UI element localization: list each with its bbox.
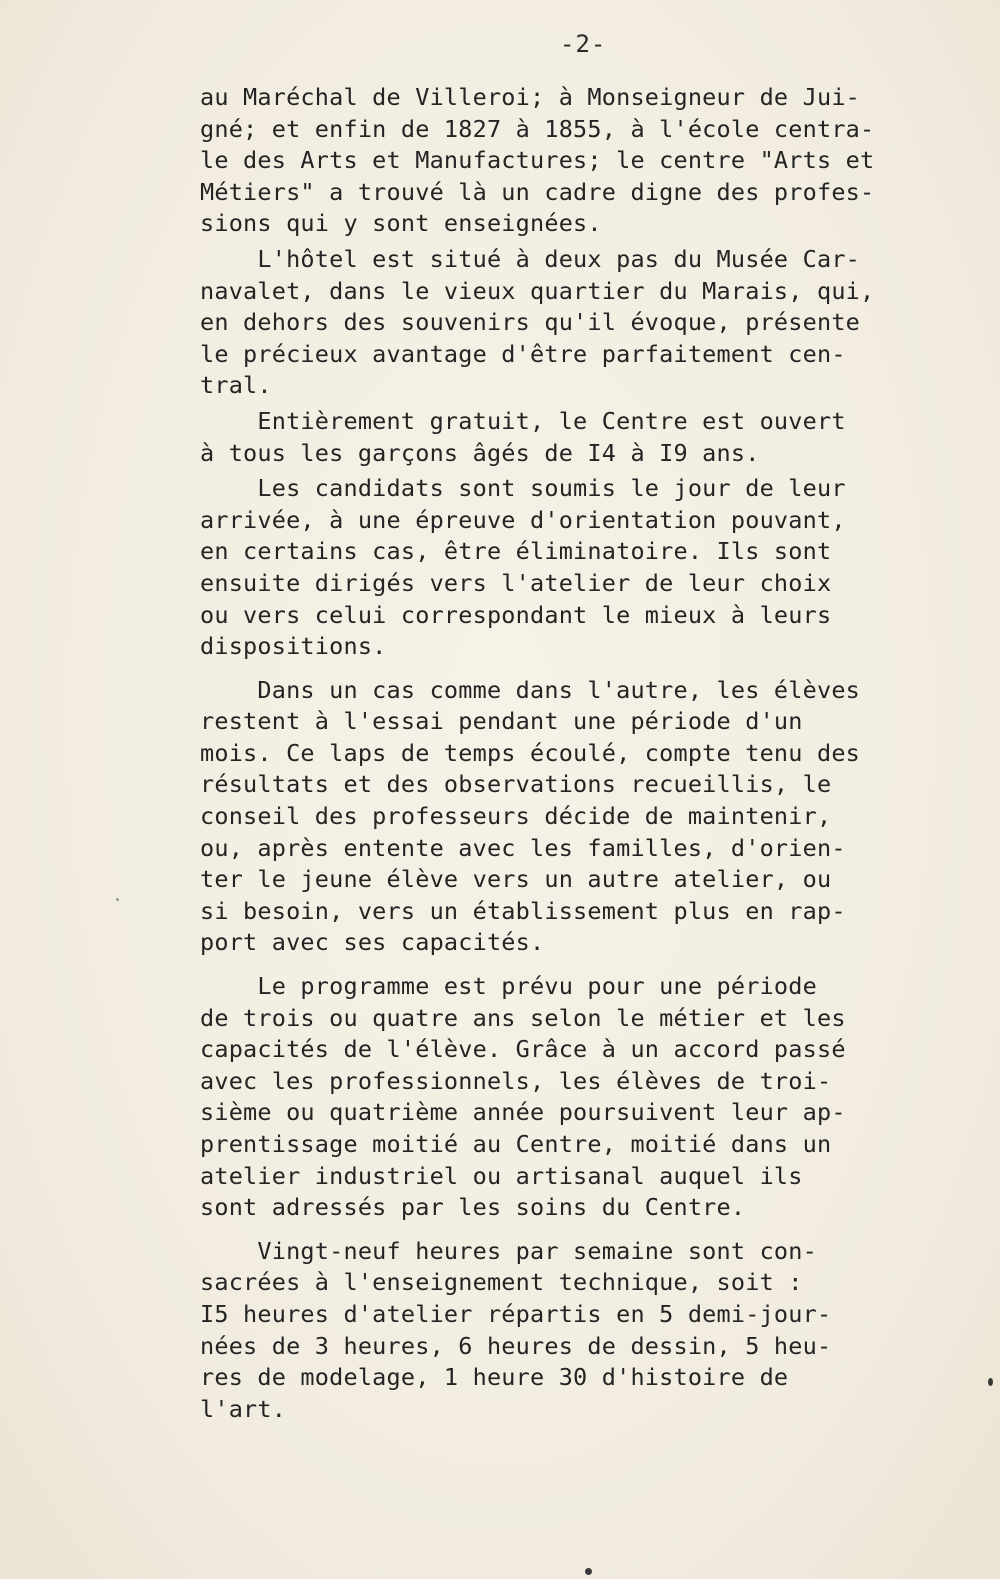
- text-line: port avec ses capacités.: [200, 928, 545, 957]
- text-line: capacités de l'élève. Grâce à un accord passé: [200, 1035, 846, 1064]
- text-line: Le programme est prévu pour une période: [200, 972, 817, 1001]
- text-line: résultats et des observations recueillis, le: [200, 770, 832, 799]
- text-line: l'art.: [200, 1394, 287, 1423]
- text-line: sont adressés par les soins du Centre.: [200, 1193, 746, 1222]
- text-line: le des Arts et Manufactures; le centre "Arts et: [200, 146, 875, 175]
- text-line: Dans un cas comme dans l'autre, les élèves: [200, 675, 861, 704]
- text-line: atelier industriel ou artisanal auquel ils: [200, 1161, 803, 1190]
- text-line: gné; et enfin de 1827 à 1855, à l'école centra-: [200, 114, 875, 143]
- text-line: conseil des professeurs décide de maintenir,: [200, 802, 832, 831]
- text-line: en dehors des souvenirs qu'il évoque, présente: [200, 308, 861, 337]
- text-line: à tous les garçons âgés de I4 à I9 ans.: [200, 438, 760, 467]
- text-line: en certains cas, être éliminatoire. Ils sont: [200, 537, 832, 566]
- text-line: arrivée, à une épreuve d'orientation pouvant,: [200, 505, 846, 534]
- text-line: le précieux avantage d'être parfaitement cen-: [200, 339, 846, 368]
- text-line: prentissage moitié au Centre, moitié dans un: [200, 1130, 832, 1158]
- paragraph: [200, 971, 970, 1224]
- paragraph: [200, 1236, 970, 1426]
- body-text: [200, 82, 970, 1425]
- text-line: ensuite dirigés vers l'atelier de leur choix: [200, 568, 832, 597]
- text-line: restent à l'essai pendant une période d'un: [200, 707, 803, 736]
- paper-speck: [116, 898, 119, 901]
- text-line: sième ou quatrième année poursuivent leur ap-: [200, 1098, 846, 1127]
- text-line: mois. Ce laps de temps écoulé, compte tenu des: [200, 738, 861, 767]
- paragraph: [200, 473, 970, 663]
- text-line: L'hôtel est situé à deux pas du Musée Car-: [200, 244, 861, 273]
- paragraph: [200, 406, 970, 469]
- text-line: si besoin, vers un établissement plus en rap-: [200, 896, 846, 925]
- text-line: tral.: [200, 371, 272, 400]
- paper-speck: [585, 1568, 592, 1575]
- text-line: ou, après entente avec les familles, d'orien-: [200, 833, 846, 862]
- paragraph: [200, 244, 970, 402]
- text-line: Les candidats sont soumis le jour de leur: [200, 474, 846, 503]
- page-number: -2-: [560, 30, 607, 58]
- text-line: avec les professionnels, les élèves de troi-: [200, 1066, 832, 1095]
- text-line: nées de 3 heures, 6 heures de dessin, 5 heu-: [200, 1331, 832, 1360]
- text-line: de trois ou quatre ans selon le métier et les: [200, 1003, 846, 1032]
- text-line: sions qui y sont enseignées.: [200, 209, 602, 238]
- text-line: au Maréchal de Villeroi; à Monseigneur de Jui-: [200, 83, 861, 111]
- text-line: I5 heures d'atelier répartis en 5 demi-jour-: [200, 1299, 832, 1328]
- text-line: Entièrement gratuit, le Centre est ouvert: [200, 406, 846, 435]
- text-line: res de modelage, 1 heure 30 d'histoire de: [200, 1363, 789, 1392]
- paragraph: [200, 675, 970, 959]
- text-line: ter le jeune élève vers un autre atelier, ou: [200, 865, 832, 894]
- text-line: navalet, dans le vieux quartier du Marais, qui,: [200, 276, 875, 305]
- text-line: dispositions.: [200, 632, 387, 661]
- paper-speck: [988, 1378, 993, 1386]
- text-line: Métiers" a trouvé là un cadre digne des profes-: [200, 177, 875, 206]
- paragraph: [200, 82, 970, 240]
- text-line: Vingt-neuf heures par semaine sont con-: [200, 1236, 817, 1265]
- text-line: sacrées à l'enseignement technique, soit :: [200, 1268, 803, 1297]
- text-line: ou vers celui correspondant le mieux à leurs: [200, 600, 832, 629]
